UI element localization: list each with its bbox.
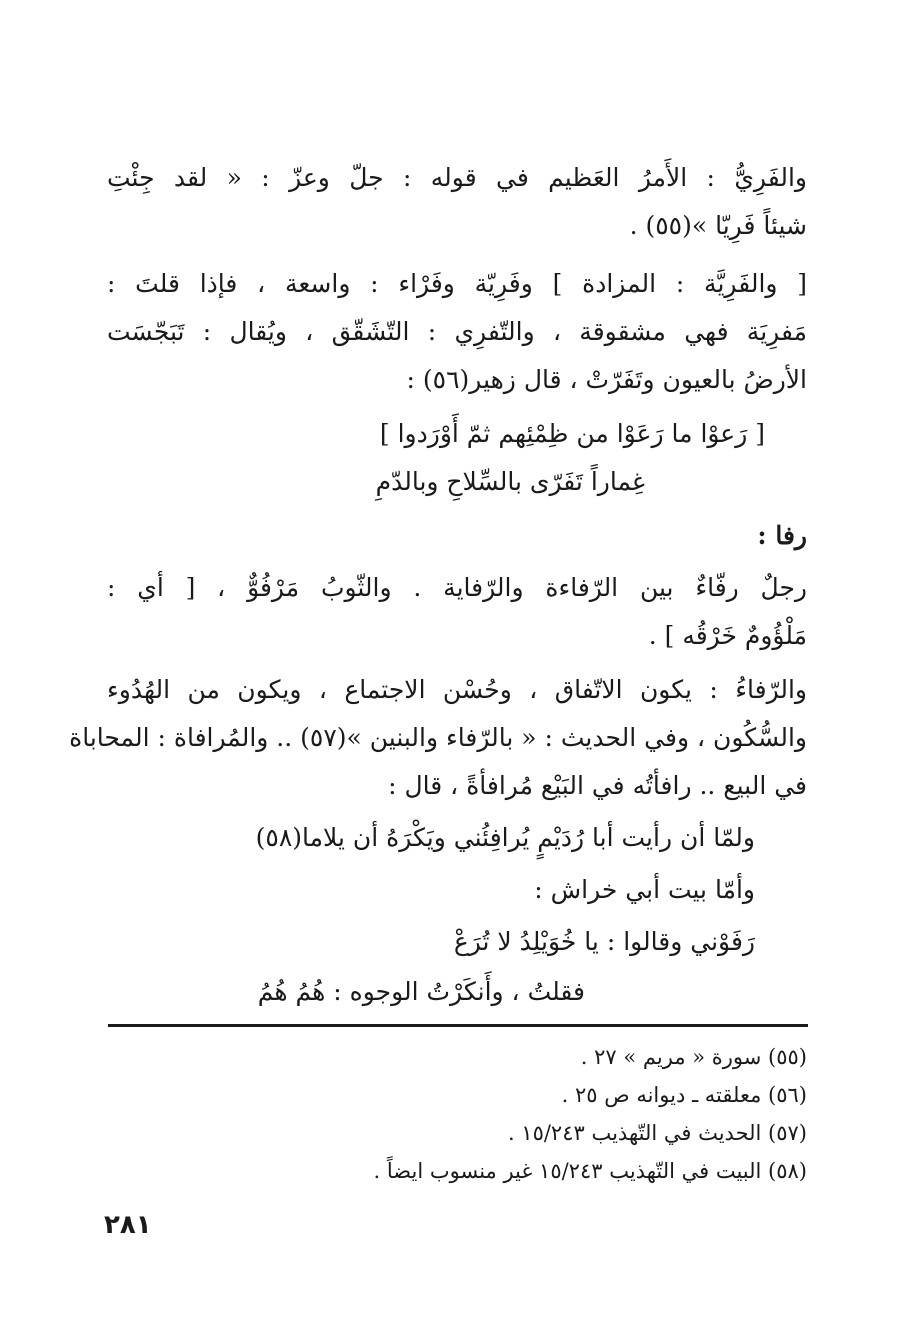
text-line: والسُّكُون ، وفي الحديث : « بالرّفاء والبنين »(٥٧) .. والمُرافاة : المحاباة: [69, 723, 807, 752]
verse-line: فقلتُ ، وأَنكَرْتُ الوجوه : هُمُ هُمُ: [257, 977, 585, 1006]
page-number: ٢٨١: [104, 1210, 152, 1240]
text-line: مَفرِيَة فهي مشقوقة ، والتّفرِي : التّشَقّق ، ويُقال : تَبَجّسَت: [107, 317, 807, 346]
footnote-rule: [108, 1024, 808, 1027]
verse-line: [ رَعوْا ما رَعَوْا من ظِمْئِهم ثمّ أَوْرَدوا ]: [379, 419, 765, 448]
text-line: والفَرِيُّ : الأَمرُ العَظيم في قوله : جلّ وعزّ : « لقد جِئْتِ: [107, 163, 807, 192]
text-line: الأرضُ بالعيون وتَفَرّتْ ، قال زهير(٥٦) :: [406, 365, 807, 394]
verse-line: رَفَوْني وقالوا : يا خُوَيْلِدُ لا تُرَعْ: [453, 927, 755, 956]
entry-heading: رفا :: [757, 521, 807, 550]
footnote: (٥٥) سورة « مريم » ٢٧ .: [580, 1045, 807, 1069]
footnote: (٥٧) الحديث في التّهذيب ١٥/٢٤٣ .: [507, 1121, 807, 1145]
footnote: (٥٦) معلقته ـ ديوانه ص ٢٥ .: [561, 1083, 807, 1107]
text-line: شيئاً فَرِيّا »(٥٥) .: [629, 211, 807, 240]
verse-line: غِماراً تَفَرّى بالسِّلاحِ وبالدّمِ: [375, 467, 645, 496]
text-line: في البيع .. رافأتُه في البَيْع مُرافأةً ، قال :: [388, 771, 807, 800]
footnote: (٥٨) البيت في التّهذيب ١٥/٢٤٣ غير منسوب ايضاً .: [373, 1159, 807, 1183]
text-line: والرّفاءُ : يكون الاتّفاق ، وحُسْن الاجتماع ، ويكون من الهُدُوء: [107, 675, 807, 704]
text-line: رجلٌ رفّاءٌ بين الرّفاءة والرّفاية . والثّوبُ مَرْفُوٌّ ، [ أي :: [107, 573, 807, 602]
verse-line: ولمّا أن رأيت أبا رُدَيْمٍ يُرافِئُني ويَكْرَهُ أن يلاما(٥٨): [255, 823, 755, 852]
text-line: وأمّا بيت أبي خراش :: [534, 875, 755, 904]
text-line: [ والفَرِيَّة : المزادة ] وفَرِيّة وفَرْاء : واسعة ، فإذا قلتَ :: [107, 269, 807, 298]
text-line: مَلْؤُومٌ خَرْقُه ] .: [648, 621, 807, 650]
